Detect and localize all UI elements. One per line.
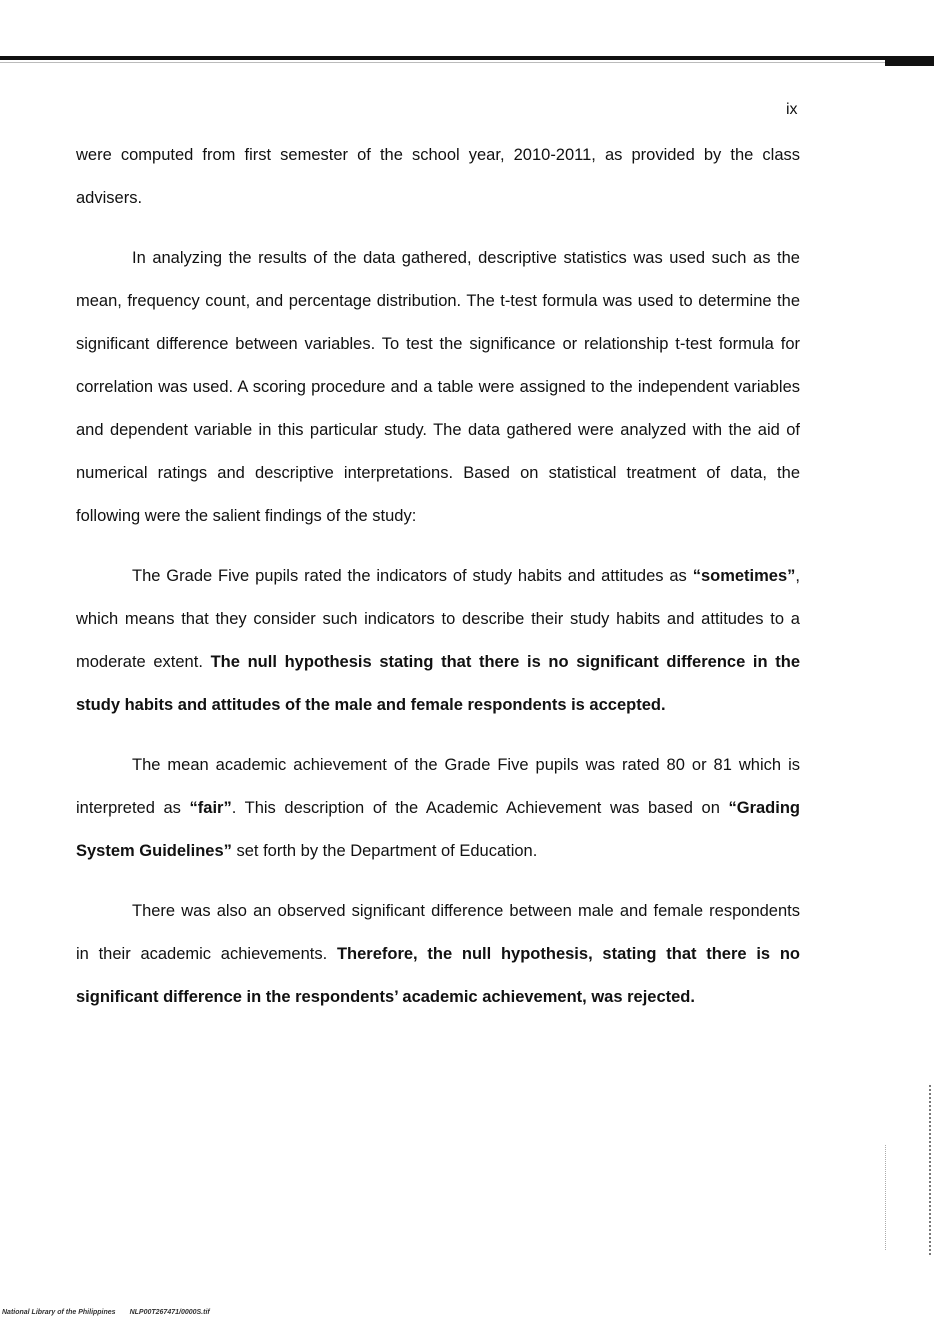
page-number: ix (786, 101, 798, 118)
paragraph-4-bold-2: “Grading System Guidelines” (76, 799, 800, 860)
paragraph-3-text-2: , which means that they consider such indicators to describe their study habits and attitudes to a moderate extent. (76, 567, 800, 671)
top-rule-shadow (0, 62, 885, 63)
footer-code: NLP00T267471/0000S.tif (129, 1309, 210, 1316)
paragraph-4-bold-1: “fair” (189, 799, 232, 817)
top-rule (0, 56, 885, 60)
paragraph-3-text-1: The Grade Five pupils rated the indicators of study habits and attitudes as (132, 567, 693, 585)
footer (2, 1309, 210, 1316)
paragraph-4-text-3: set forth by the Department of Education. (231, 842, 538, 860)
footer-library: National Library of the Philippines (2, 1309, 116, 1316)
paragraph-3 (76, 555, 800, 727)
paragraph-5-text-1: There was also an observed significant difference between male and female respondents in their academic achievements. (76, 902, 800, 963)
top-rule-tab (885, 56, 934, 66)
paragraph-1 (76, 134, 800, 220)
paragraph-1-text: were computed from first semester of the school year, 2010-2011, as provided by the class advisers. (76, 146, 800, 207)
scan-edge-mark-faint (885, 1145, 887, 1250)
paragraph-4-text-2: . This description of the Academic Achievement was based on (231, 799, 729, 817)
paragraph-4 (76, 744, 800, 873)
paragraph-5 (76, 890, 800, 1019)
paragraph-5-bold-1: Therefore, the null hypothesis, stating that there is no significant difference in the respondents’ academic achievement, was rejected. (76, 945, 801, 1006)
scan-edge-mark (929, 1085, 933, 1255)
paragraph-3-bold-2: The null hypothesis stating that there is no significant difference in the study habits and attitudes of the male and female respondents is accepted. (76, 653, 800, 714)
paragraph-2-text: In analyzing the results of the data gathered, descriptive statistics was used such as the mean, frequency count, and percentage distribution. The t-test formula was used to determine the significant difference between variables. To test the significance or relationship t-test formula for correlation was used. A scoring procedure and a table were assigned to the independent variables and dependent variable in this particular study. The data gathered were analyzed with the aid of numerical ratings and descriptive interpretations. Based on statistical treatment of data, the following were the salient findings of the study: (76, 249, 800, 525)
paragraph-3-bold-1: “sometimes” (692, 567, 796, 585)
body-text (76, 134, 800, 1019)
paragraph-4-text-1: The mean academic achievement of the Grade Five pupils was rated 80 or 81 which is interpreted as (76, 756, 800, 817)
paragraph-2 (76, 237, 800, 538)
